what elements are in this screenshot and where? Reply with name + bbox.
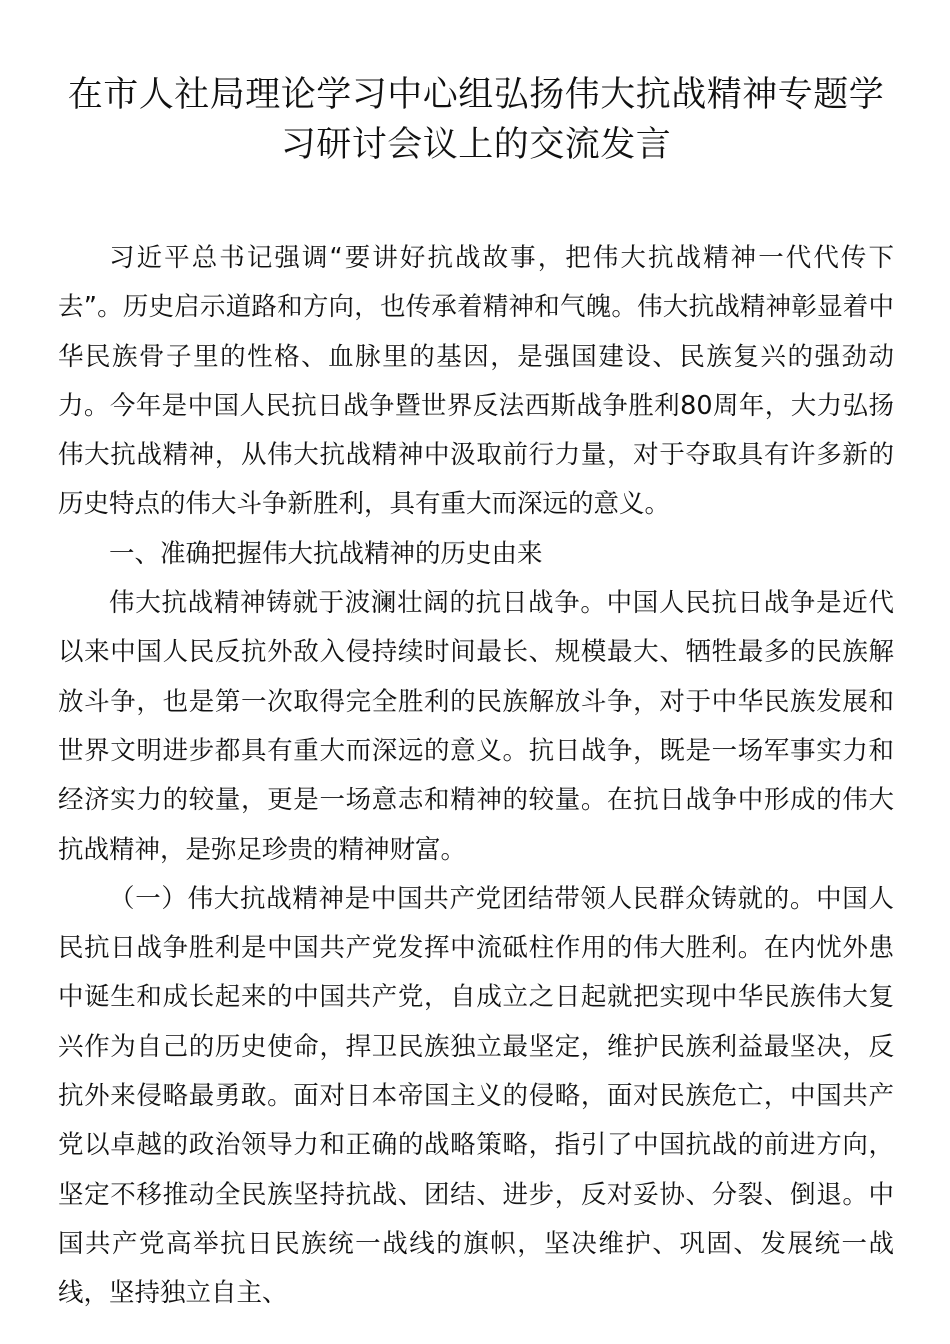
paragraph-intro: 习近平总书记强调“要讲好抗战故事，把伟大抗战精神一代代传下去”。历史启示道路和方向，也传承着精神和气魄。伟大抗战精神彰显着中华民族骨子里的性格、血脉里的基因，是强国建设、民族复兴的强劲动力。今年是中国人民抗日战争暨世界反法西斯战争胜利80周年，大力弘扬伟大抗战精神，从伟大抗战精神中汲取前行力量，对于夺取具有许多新的历史特点的伟大斗争新胜利，具有重大而深远的意义。 — [58, 243, 894, 520]
section-heading-1: 一、准确把握伟大抗战精神的历史由来 — [109, 538, 543, 569]
document-page — [58, 70, 894, 1319]
document-title: 在市人社局理论学习中心组弘扬伟大抗战精神专题学习研讨会议上的交流发言 — [67, 75, 885, 165]
paragraph-subsection-1: （一）伟大抗战精神是中国共产党团结带领人民群众铸就的。中国人民抗日战争胜利是中国共产党发挥中流砥柱作用的伟大胜利。在内忧外患中诞生和成长起来的中国共产党，自成立之日起就把实现中华民族伟大复兴作为自己的历史使命，捍卫民族独立最坚定，维护民族利益最坚决，反抗外来侵略最勇敢。面对日本帝国主义的侵略，面对民族危亡，中国共产党以卓越的政治领导力和正确的战略策略，指引了中国抗战的前进方向，坚定不移推动全民族坚持抗战、团结、进步，反对妥协、分裂、倒退。中国共产党高举抗日民族统一战线的旗帜，坚决维护、巩固、发展统一战线，坚持独立自主、 — [58, 883, 894, 1309]
paragraph-section-1: 伟大抗战精神铸就于波澜壮阔的抗日战争。中国人民抗日战争是近代以来中国人民反抗外敌入侵持续时间最长、规模最大、牺牲最多的民族解放斗争，也是第一次取得完全胜利的民族解放斗争，对于中华民族发展和世界文明进步都具有重大而深远的意义。抗日战争，既是一场军事实力和经济实力的较量，更是一场意志和精神的较量。在抗日战争中形成的伟大抗战精神，是弥足珍贵的精神财富。 — [58, 588, 894, 865]
document-body — [58, 234, 894, 1319]
